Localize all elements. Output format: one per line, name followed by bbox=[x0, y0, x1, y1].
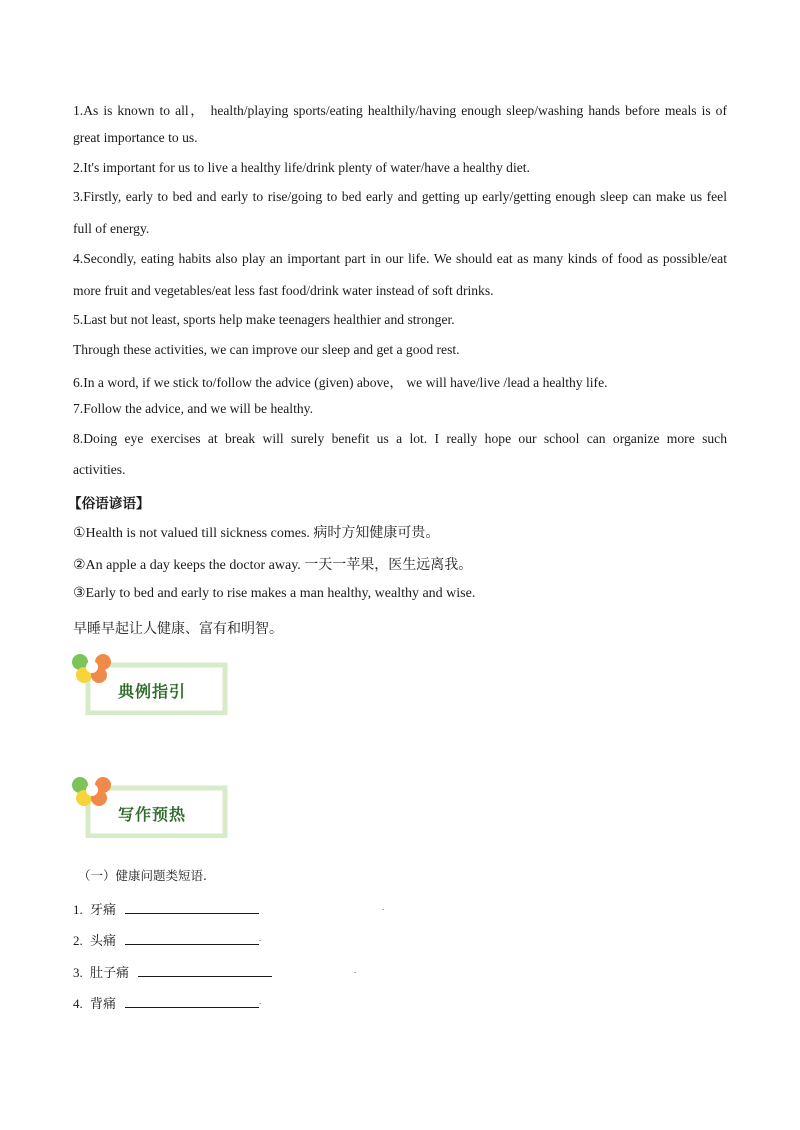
sentence-8-line-2: activities. bbox=[73, 462, 126, 477]
sentence-8-line-1: 8.Doing eye exercises at break will surely benefit us a lot. I really hope our school can organize more such bbox=[73, 431, 727, 446]
sentence-1-line-2: great importance to us. bbox=[73, 130, 198, 145]
item-word: 牙痛 bbox=[90, 903, 117, 918]
sentence-5-continued: Through these activities, we can improve our sleep and get a good rest. bbox=[73, 342, 460, 357]
exercise-item-2 bbox=[73, 930, 262, 949]
answer-blank-1[interactable] bbox=[125, 901, 259, 914]
sentence-4-line-2: more fruit and vegetables/eat less fast food/drink water instead of soft drinks. bbox=[73, 283, 494, 298]
item-number: 4. bbox=[73, 996, 83, 1011]
item-number: 3. bbox=[73, 965, 83, 980]
blank-dot: . bbox=[259, 996, 262, 1006]
exercise-item-3 bbox=[73, 962, 272, 981]
sentence-4-line-1: 4.Secondly, eating habits also play an important part in our life. We should eat as many kinds of food as possible/eat bbox=[73, 251, 727, 266]
blank-dot: . bbox=[382, 902, 385, 912]
proverb-1: ①Health is not valued till sickness comes. 病时方知健康可贵。 bbox=[73, 526, 440, 541]
sentence-6: 6.In a word, if we stick to/follow the advice (given) above， we will have/live /lead a healthy life. bbox=[73, 375, 608, 390]
section-badge-warmup bbox=[72, 776, 228, 838]
proverb-3: ③Early to bed and early to rise makes a man healthy, wealthy and wise. bbox=[73, 586, 476, 601]
proverb-2: ②An apple a day keeps the doctor away. 一天一苹果，医生远离我。 bbox=[73, 558, 473, 573]
answer-blank-4[interactable] bbox=[125, 995, 262, 1008]
sentence-5: 5.Last but not least, sports help make teenagers healthier and stronger. bbox=[73, 312, 455, 327]
answer-blank-2[interactable] bbox=[125, 932, 262, 945]
sentence-2: 2.It's important for us to live a healthy life/drink plenty of water/have a healthy diet. bbox=[73, 160, 530, 175]
item-word: 头痛 bbox=[90, 934, 117, 949]
exercise-item-4 bbox=[73, 993, 262, 1012]
badge-label-examples: 典例指引 bbox=[118, 682, 187, 701]
item-word: 肚子痛 bbox=[90, 966, 130, 981]
proverbs-heading: 【俗语谚语】 bbox=[68, 496, 150, 512]
blank-dot: . bbox=[259, 933, 262, 943]
exercise-item-1 bbox=[73, 899, 259, 918]
section-badge-examples bbox=[72, 653, 228, 715]
sentence-7: 7.Follow the advice, and we will be healthy. bbox=[73, 401, 313, 416]
badge-label-warmup: 写作预热 bbox=[118, 805, 187, 824]
blank-dot: . bbox=[354, 965, 357, 975]
item-number: 2. bbox=[73, 933, 83, 948]
item-number: 1. bbox=[73, 902, 83, 917]
sentence-3-line-2: full of energy. bbox=[73, 221, 150, 236]
sentence-3-line-1: 3.Firstly, early to bed and early to rise/going to bed early and getting up early/getting enough sleep can make us feel bbox=[73, 189, 727, 204]
sentence-1-line-1: 1.As is known to all， health/playing sports/eating healthily/having enough sleep/washing hands before meals is of bbox=[73, 103, 727, 118]
answer-blank-3[interactable] bbox=[138, 964, 272, 977]
proverb-3-chinese: 早睡早起让人健康、富有和明智。 bbox=[73, 621, 283, 637]
item-word: 背痛 bbox=[90, 997, 117, 1012]
exercise-title: （一）健康问题类短语. bbox=[78, 868, 207, 883]
